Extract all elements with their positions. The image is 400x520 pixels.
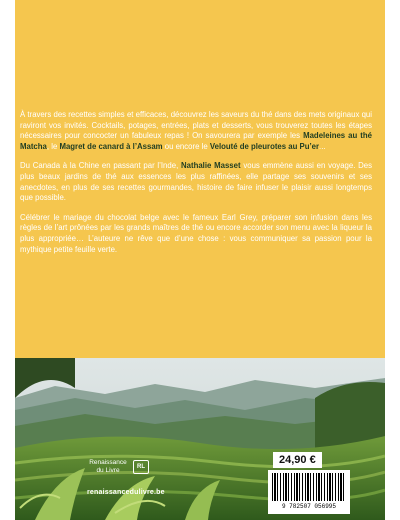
author-name: Nathalie Masset	[181, 161, 241, 171]
barcode-number: 9 782507 056995	[281, 503, 336, 510]
rl-badge-icon: RL	[133, 460, 149, 474]
barcode-bars	[272, 473, 346, 501]
dish-veloute: Velouté de pleurotes au Pu’er	[209, 141, 320, 151]
paragraph-3: Célébrer le mariage du chocolat belge avec le fameux Earl Grey, préparer son infusion dans les règles de l’art prônées par les grands maîtres de thé ou encore accorder son menu avec la liqueur la plus appropriée… L’auteure ne rêve que d’une chose : vous communiquer sa passion pour la mythique petite feuille verte.	[20, 212, 372, 254]
publisher-logo: Renaissance du Livre RL	[85, 459, 149, 474]
barcode	[268, 470, 350, 514]
blurb	[20, 110, 372, 264]
paragraph-2: Du Canada à la Chine en passant par l’Inde, Nathalie Masset vous emmène aussi en voyage. Des plus beaux jardins de thé aux essences les plus raffinées, elle partage ses souvenirs et ses anecdotes, en plus de ses recettes gourmandes, histoire de faire infuser le plaisir aussi longtemps que possible.	[20, 161, 373, 203]
paragraph-1: À travers des recettes simples et efficaces, découvrez les saveurs du thé dans des mets originaux qui raviront vos invités. Cocktails, potages, entrées, plats et desserts, vous trouverez toutes les étapes nécessaires pour concocter un fabuleux repas ! On savourera par exemple les Madeleines au thé Matcha, le Magret de canard à l’Assam ou encore le Velouté de pleurotes au Pu’er...	[20, 110, 373, 151]
dish-magret: Magret de canard à l’Assam	[59, 141, 163, 151]
dish-madeleines: Madeleines au thé Matcha	[20, 131, 373, 151]
publisher-website: renaissancedulivre.be	[87, 489, 165, 496]
back-cover	[15, 0, 385, 520]
price-tag: 24,90 €	[273, 452, 322, 468]
